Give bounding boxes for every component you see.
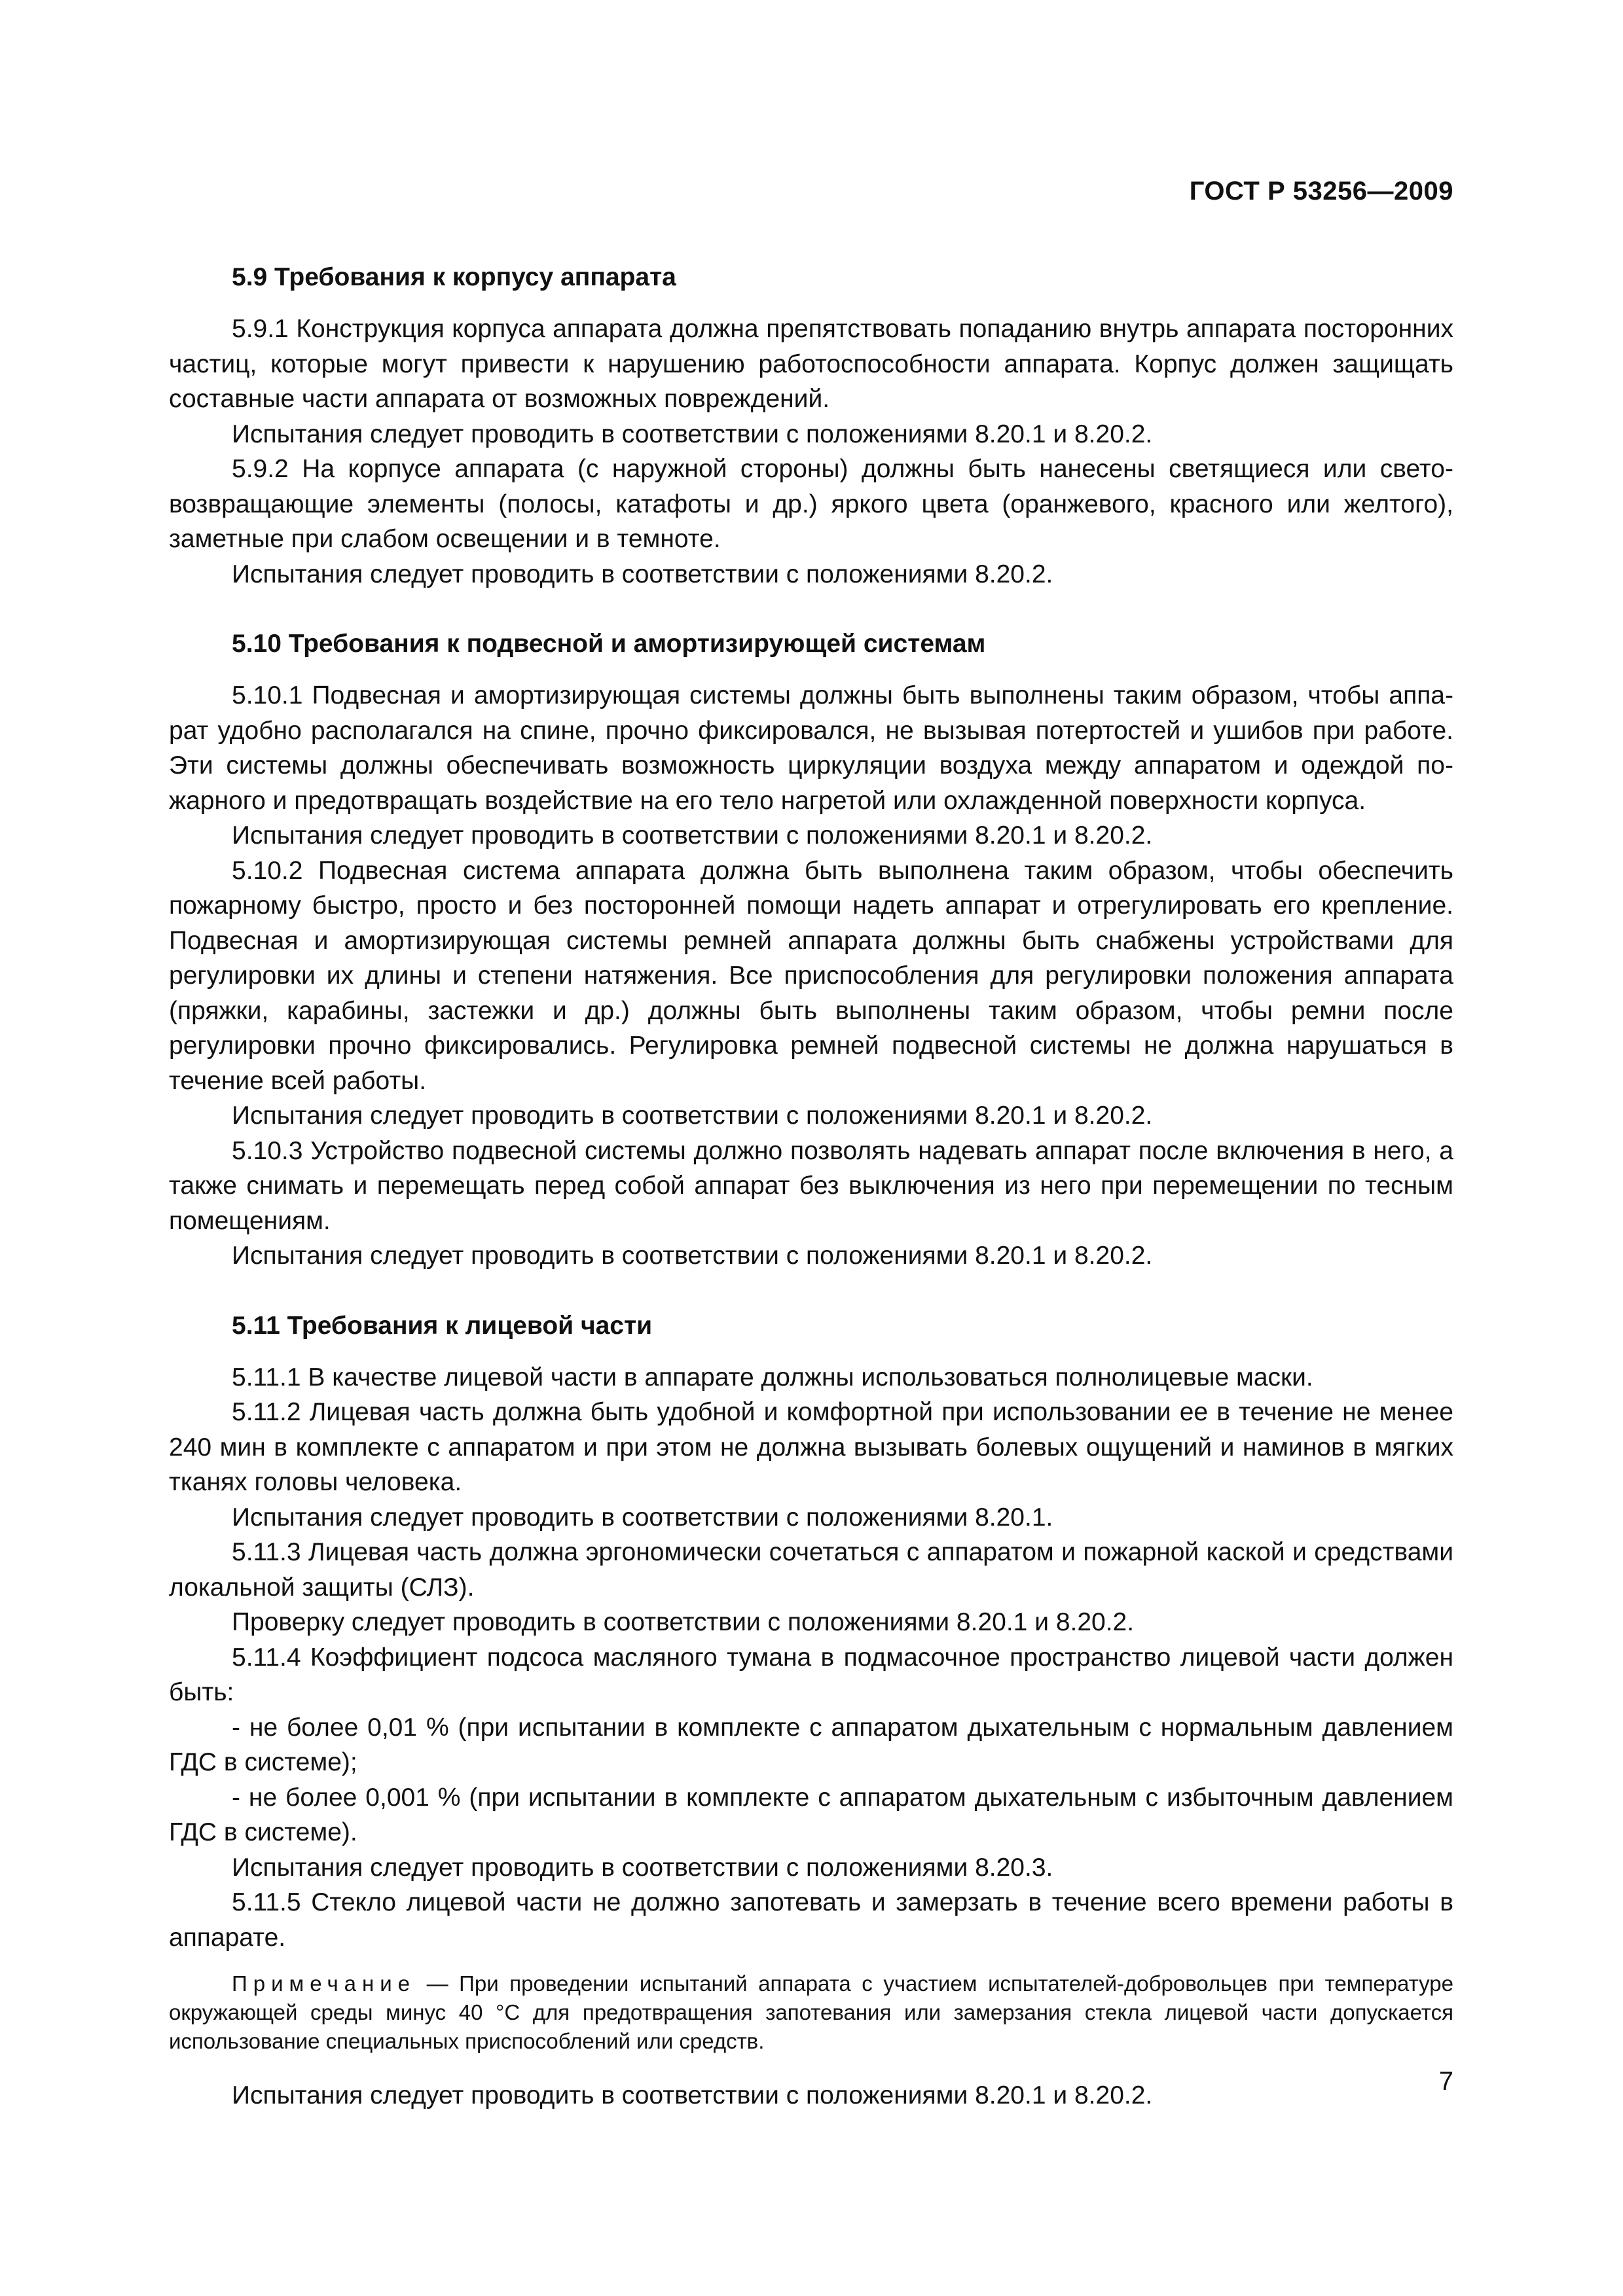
paragraph: Испытания следует проводить в соответствии с положениями 8.20.1 и 8.20.2. <box>232 2081 1153 2109</box>
paragraph: 5.11.4 Коэффициент подсоса масляного тумана в подмасочное пространство лицевой части должен быть: <box>169 1643 1453 1706</box>
paragraph: 5.9.1 Конструкция корпуса аппарата должна препятствовать попаданию внутрь аппарата посторонних частиц, которые могут привести к нарушению работоспособности аппарата. Корпус должен защищать составные части аппарата от возможных повреждений. <box>169 315 1453 413</box>
paragraph: 5.9.2 На корпусе аппарата (с наружной стороны) должны быть нанесены светящиеся или световозвращающие элементы (полосы, катафоты и др.) яркого цвета (оранжевого, красного или желтого), заметные при слабом освещении и в темноте. <box>169 455 1453 553</box>
paragraph: - не более 0,001 % (при испытании в комплекте с аппаратом дыхательным с избыточным давлением ГДС в системе). <box>169 1783 1453 1846</box>
section-title: 5.9 Требования к корпусу аппарата <box>232 263 676 291</box>
paragraph: - не более 0,01 % (при испытании в комплекте с аппаратом дыхательным с нормальным давлением ГДС в системе); <box>169 1713 1453 1776</box>
page-content <box>169 262 1453 2113</box>
paragraph: Испытания следует проводить в соответствии с положениями 8.20.1 и 8.20.2. <box>232 1242 1153 1270</box>
paragraph: Испытания следует проводить в соответствии с положениями 8.20.2. <box>232 560 1053 588</box>
note-label: Примечание <box>232 1971 416 1996</box>
paragraph: Испытания следует проводить в соответствии с положениями 8.20.1 и 8.20.2. <box>232 821 1153 850</box>
paragraph: Испытания следует проводить в соответствии с положениями 8.20.1 и 8.20.2. <box>232 1102 1153 1130</box>
paragraph: 5.11.3 Лицевая часть должна эргономически сочетаться с аппаратом и пожарной каской и средствами локальной защиты (СЛЗ). <box>169 1538 1453 1602</box>
paragraph: 5.11.2 Лицевая часть должна быть удобной и комфортной при использовании ее в течение не менее 240 мин в комплекте с аппаратом и при этом не должна вызывать болевых ощущений и наминов в мягких тканях головы человека. <box>169 1398 1453 1496</box>
paragraph: 5.11.1 В качестве лицевой части в аппарате должны использоваться полнолицевые маски. <box>232 1363 1313 1391</box>
page-number: 7 <box>1438 2067 1453 2096</box>
section-title: 5.11 Требования к лицевой части <box>232 1311 653 1340</box>
paragraph: 5.10.2 Подвесная система аппарата должна быть выполнена таким образом, чтобы обеспечить пожарному быстро, просто и без посторонней помощи надеть аппарат и отрегулировать его крепление. Подвесная и амортизирующая системы ремней аппарата должны быть снабжены устройствами для регулировки их длины и степени натяжения. Все приспособления для регулировки положения аппарата (пряжки, карабины, застежки и др.) должны быть выполнены таким образом, чтобы ремни после регулировки прочно фиксировались. Регулировка ремней подвесной системы не должна нарушаться в течение всей работы. <box>169 856 1453 1095</box>
paragraph: Испытания следует проводить в соответствии с положениями 8.20.1 и 8.20.2. <box>232 420 1153 448</box>
paragraph: Испытания следует проводить в соответствии с положениями 8.20.1. <box>232 1503 1053 1532</box>
section-spacer <box>169 1274 1453 1310</box>
note-text: — При проведении испытаний аппарата с участием испытателей-добровольцев при температуре окружающей среды минус 40 °С для предотвращения запотевания или замерзания стекла лицевой части допускается использование специальных приспособлений или средств. <box>169 1971 1453 2053</box>
paragraph: 5.11.5 Стекло лицевой части не должно запотевать и замерзать в течение всего времени работы в аппарате. <box>169 1888 1453 1952</box>
paragraph: 5.10.3 Устройство подвесной системы должно позволять надевать аппарат после включения в него, а также снимать и перемещать перед собой аппарат без выключения из него при перемещении по тесным помещениям. <box>169 1136 1453 1235</box>
section-spacer <box>169 592 1453 628</box>
paragraph: Испытания следует проводить в соответствии с положениями 8.20.3. <box>232 1853 1053 1882</box>
paragraph: Проверку следует проводить в соответствии с положениями 8.20.1 и 8.20.2. <box>232 1608 1135 1636</box>
standard-header: ГОСТ Р 53256—2009 <box>1189 177 1453 206</box>
paragraph: 5.10.1 Подвесная и амортизирующая системы должны быть выполнены таким образом, чтобы аппарат удобно располагался на спине, прочно фиксировался, не вызывая потертостей и ушибов при работе. Эти системы должны обеспечивать возможность циркуляции воздуха между аппаратом и одеждой пожарного и предотвращать воздействие на его тело нагретой или охлажденной поверхности корпуса. <box>169 681 1453 815</box>
section-5-9 <box>169 262 1453 592</box>
section-5-10 <box>169 628 1453 1274</box>
section-5-11 <box>169 1310 1453 2113</box>
section-title: 5.10 Требования к подвесной и амортизирующей системам <box>232 630 986 658</box>
note <box>169 1969 1453 2056</box>
